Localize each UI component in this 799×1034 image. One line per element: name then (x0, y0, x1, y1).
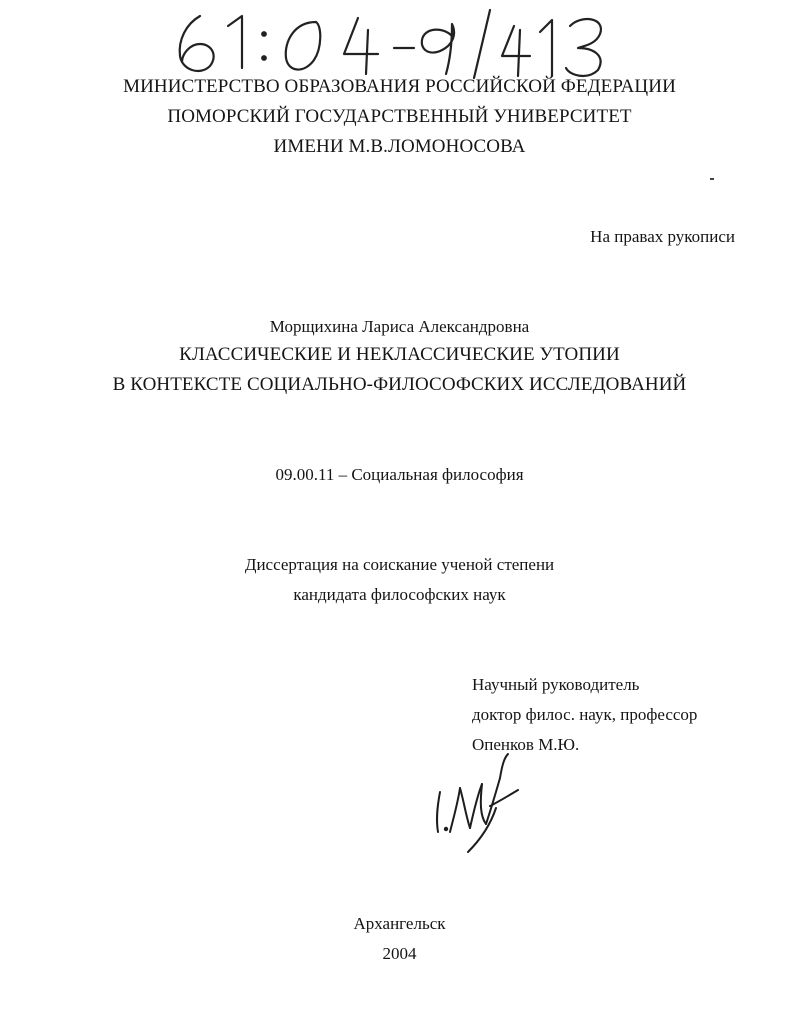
handwritten-catalog-code (168, 6, 624, 82)
year: 2004 (382, 944, 417, 963)
dissertation-title-line-1: КЛАССИЧЕСКИЕ И НЕКЛАССИЧЕСКИЕ УТОПИИ (179, 344, 620, 365)
degree-line-2: кандидата философских наук (293, 585, 506, 604)
supervisor-role: Научный руководитель (472, 675, 640, 694)
specialty-code: 09.00.11 – Социальная философия (275, 465, 524, 484)
rights-notice: На правах рукописи (590, 227, 735, 246)
dissertation-title-line-2: В КОНТЕКСТЕ СОЦИАЛЬНО-ФИЛОСОФСКИХ ИССЛЕДОВАНИЙ (112, 374, 687, 395)
supervisor-signature (430, 750, 522, 856)
author-name: Морщихина Лариса Александровна (269, 317, 530, 336)
degree-line-1: Диссертация на соискание ученой степени (244, 555, 555, 574)
supervisor-degree: доктор филос. наук, профессор (472, 705, 698, 724)
university-named-after: ИМЕНИ М.В.ЛОМОНОСОВА (273, 136, 526, 157)
university-heading: ПОМОРСКИЙ ГОСУДАРСТВЕННЫЙ УНИВЕРСИТЕТ (167, 106, 632, 127)
scan-speck (710, 178, 714, 180)
ministry-heading: МИНИСТЕРСТВО ОБРАЗОВАНИЯ РОССИЙСКОЙ ФЕДЕРАЦИИ (123, 76, 676, 97)
supervisor-name: Опенков М.Ю. (472, 735, 580, 754)
city: Архангельск (353, 914, 446, 933)
